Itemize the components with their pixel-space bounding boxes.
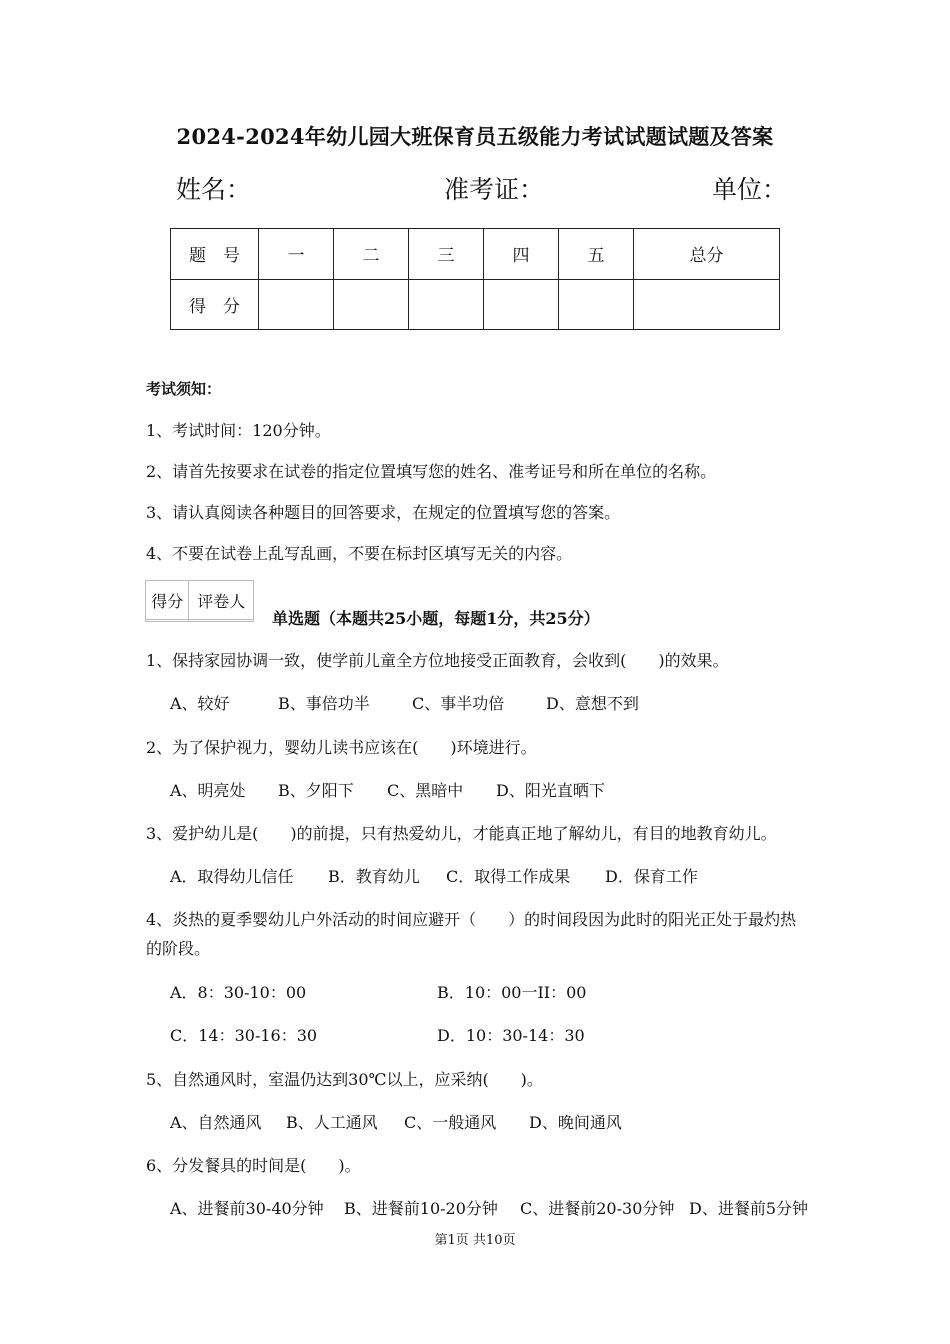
question-6: 6、分发餐具的时间是( )。	[146, 1156, 361, 1175]
grader-score-cell[interactable]	[146, 620, 189, 622]
q1-option-a: A、较好	[170, 694, 230, 713]
question-4-continued: 的阶段。	[146, 939, 211, 958]
score-cell[interactable]	[484, 279, 559, 330]
question-2: 2、为了保护视力，婴幼儿读书应该在( )环境进行。	[146, 738, 537, 757]
question-3: 3、爱护幼儿是( )的前提，只有热爱幼儿，才能真正地了解幼儿，有目的地教育幼儿。	[146, 824, 777, 843]
note-item: 3、请认真阅读各种题目的回答要求，在规定的位置填写您的答案。	[146, 503, 621, 522]
score-header-2: 二	[334, 229, 409, 280]
page-footer: 第1页 共10页	[434, 1233, 516, 1248]
score-cell[interactable]	[334, 279, 409, 330]
q3-option-d: D．保育工作	[605, 867, 698, 886]
q5-option-c: C、一般通风	[404, 1113, 497, 1132]
q3-option-c: C．取得工作成果	[446, 867, 571, 886]
score-header-label: 题 号	[171, 229, 259, 280]
score-cell[interactable]	[559, 279, 634, 330]
q4-option-c: C．14：30-16：30	[170, 1026, 318, 1045]
section-title: 单选题（本题共25小题，每题1分，共25分）	[272, 609, 600, 628]
q1-option-c: C、事半功倍	[412, 694, 505, 713]
score-cell[interactable]	[259, 279, 334, 330]
grader-reviewer-label: 评卷人	[189, 581, 254, 620]
score-table-score-row	[171, 279, 780, 330]
q2-option-a: A、明亮处	[170, 781, 246, 800]
page-title: 2024-2024年幼儿园大班保育员五级能力考试试题试题及答案	[176, 124, 774, 149]
notes-heading: 考试须知：	[146, 380, 222, 398]
score-header-5: 五	[559, 229, 634, 280]
grader-reviewer-cell[interactable]	[189, 620, 254, 622]
note-item: 2、请首先按要求在试卷的指定位置填写您的姓名、准考证号和所在单位的名称。	[146, 462, 717, 481]
question-4: 4、炎热的夏季婴幼儿户外活动的时间应避开（ ）的时间段因为此时的阳光正处于最灼热	[146, 910, 797, 929]
score-table	[170, 228, 780, 330]
unit-field-label: 单位：	[712, 175, 788, 204]
score-table-header-row	[171, 229, 780, 280]
q1-option-b: B、事倍功半	[278, 694, 370, 713]
q5-option-b: B、人工通风	[286, 1113, 378, 1132]
note-item: 1、考试时间：120分钟。	[146, 421, 331, 440]
note-item: 4、不要在试卷上乱写乱画，不要在标封区填写无关的内容。	[146, 544, 573, 563]
q2-option-c: C、黑暗中	[387, 781, 464, 800]
score-header-4: 四	[484, 229, 559, 280]
q4-option-a: A．8：30-10：00	[170, 983, 307, 1002]
q4-option-b: B．10：00一II：00	[437, 983, 587, 1002]
q3-option-a: A．取得幼儿信任	[170, 867, 294, 886]
grader-table	[145, 580, 254, 622]
score-cell[interactable]	[634, 279, 780, 330]
score-header-total: 总分	[634, 229, 780, 280]
q5-option-a: A、自然通风	[170, 1113, 262, 1132]
q6-option-d: D、进餐前5分钟	[689, 1199, 809, 1218]
q2-option-d: D、阳光直晒下	[496, 781, 605, 800]
q6-option-a: A、进餐前30-40分钟	[170, 1199, 324, 1218]
score-cell[interactable]	[409, 279, 484, 330]
q1-option-d: D、意想不到	[546, 694, 639, 713]
q2-option-b: B、夕阳下	[278, 781, 354, 800]
score-header-1: 一	[259, 229, 334, 280]
q6-option-c: C、进餐前20-30分钟	[520, 1199, 675, 1218]
score-row-label: 得 分	[171, 279, 259, 330]
q6-option-b: B、进餐前10-20分钟	[344, 1199, 498, 1218]
q3-option-b: B．教育幼儿	[328, 867, 420, 886]
grader-score-label: 得分	[146, 581, 189, 620]
question-1: 1、保持家园协调一致，使学前儿童全方位地接受正面教育，会收到( )的效果。	[146, 651, 729, 670]
question-5: 5、自然通风时，室温仍达到30℃以上，应采纳( )。	[146, 1070, 543, 1089]
exam-id-field-label: 准考证：	[444, 175, 545, 204]
name-field-label: 姓名：	[176, 175, 252, 204]
score-header-3: 三	[409, 229, 484, 280]
q5-option-d: D、晚间通风	[529, 1113, 622, 1132]
q4-option-d: D．10：30-14：30	[437, 1026, 585, 1045]
